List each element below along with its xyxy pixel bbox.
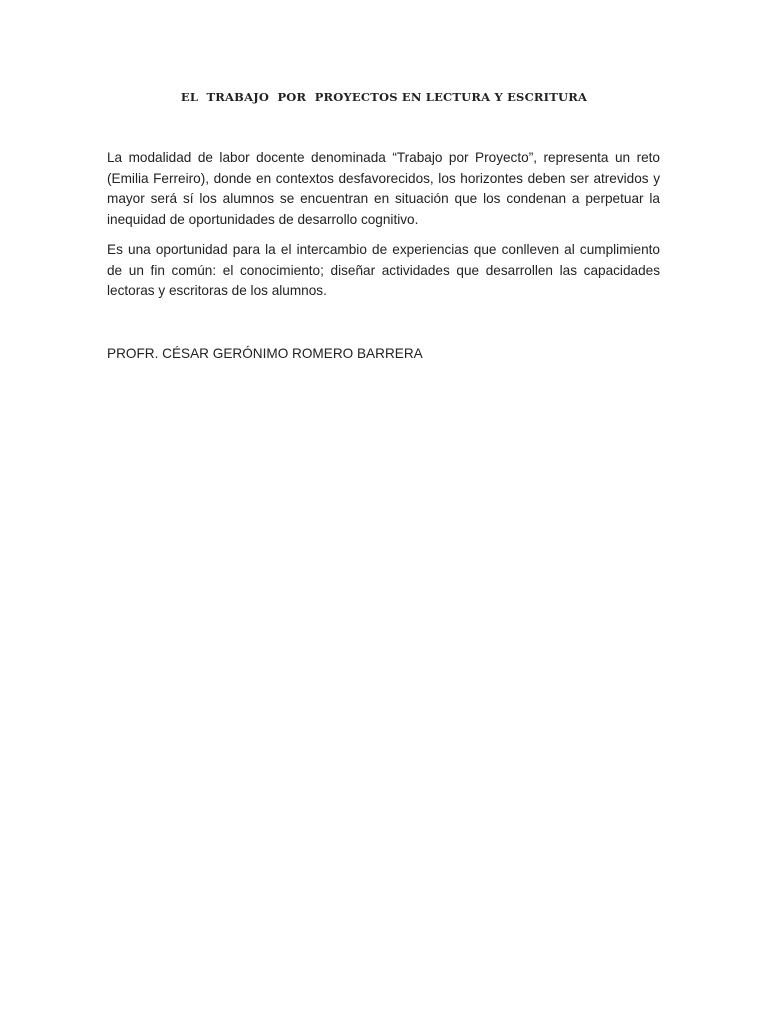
author-signature: PROFR. CÉSAR GERÓNIMO ROMERO BARRERA <box>107 346 423 361</box>
document-title: EL TRABAJO POR PROYECTOS EN LECTURA Y ESCRITURA <box>180 90 588 104</box>
paragraph-1: La modalidad de labor docente denominada “Trabajo por Proyecto”, representa un reto (Emilia Ferreiro), donde en contextos desfavorecidos, los horizontes deben ser atrevidos y mayor será sí los alumnos se encuentran en situación que los condenan a perpetuar la inequidad de oportunidades de desarrollo cognitivo. <box>107 150 660 227</box>
paragraph-2: Es una oportunidad para la el intercambio de experiencias que conlleven al cumplimiento de un fin común: el conocimiento; diseñar actividades que desarrollen las capacidades lectoras y escritoras de los alumnos. <box>107 242 660 298</box>
